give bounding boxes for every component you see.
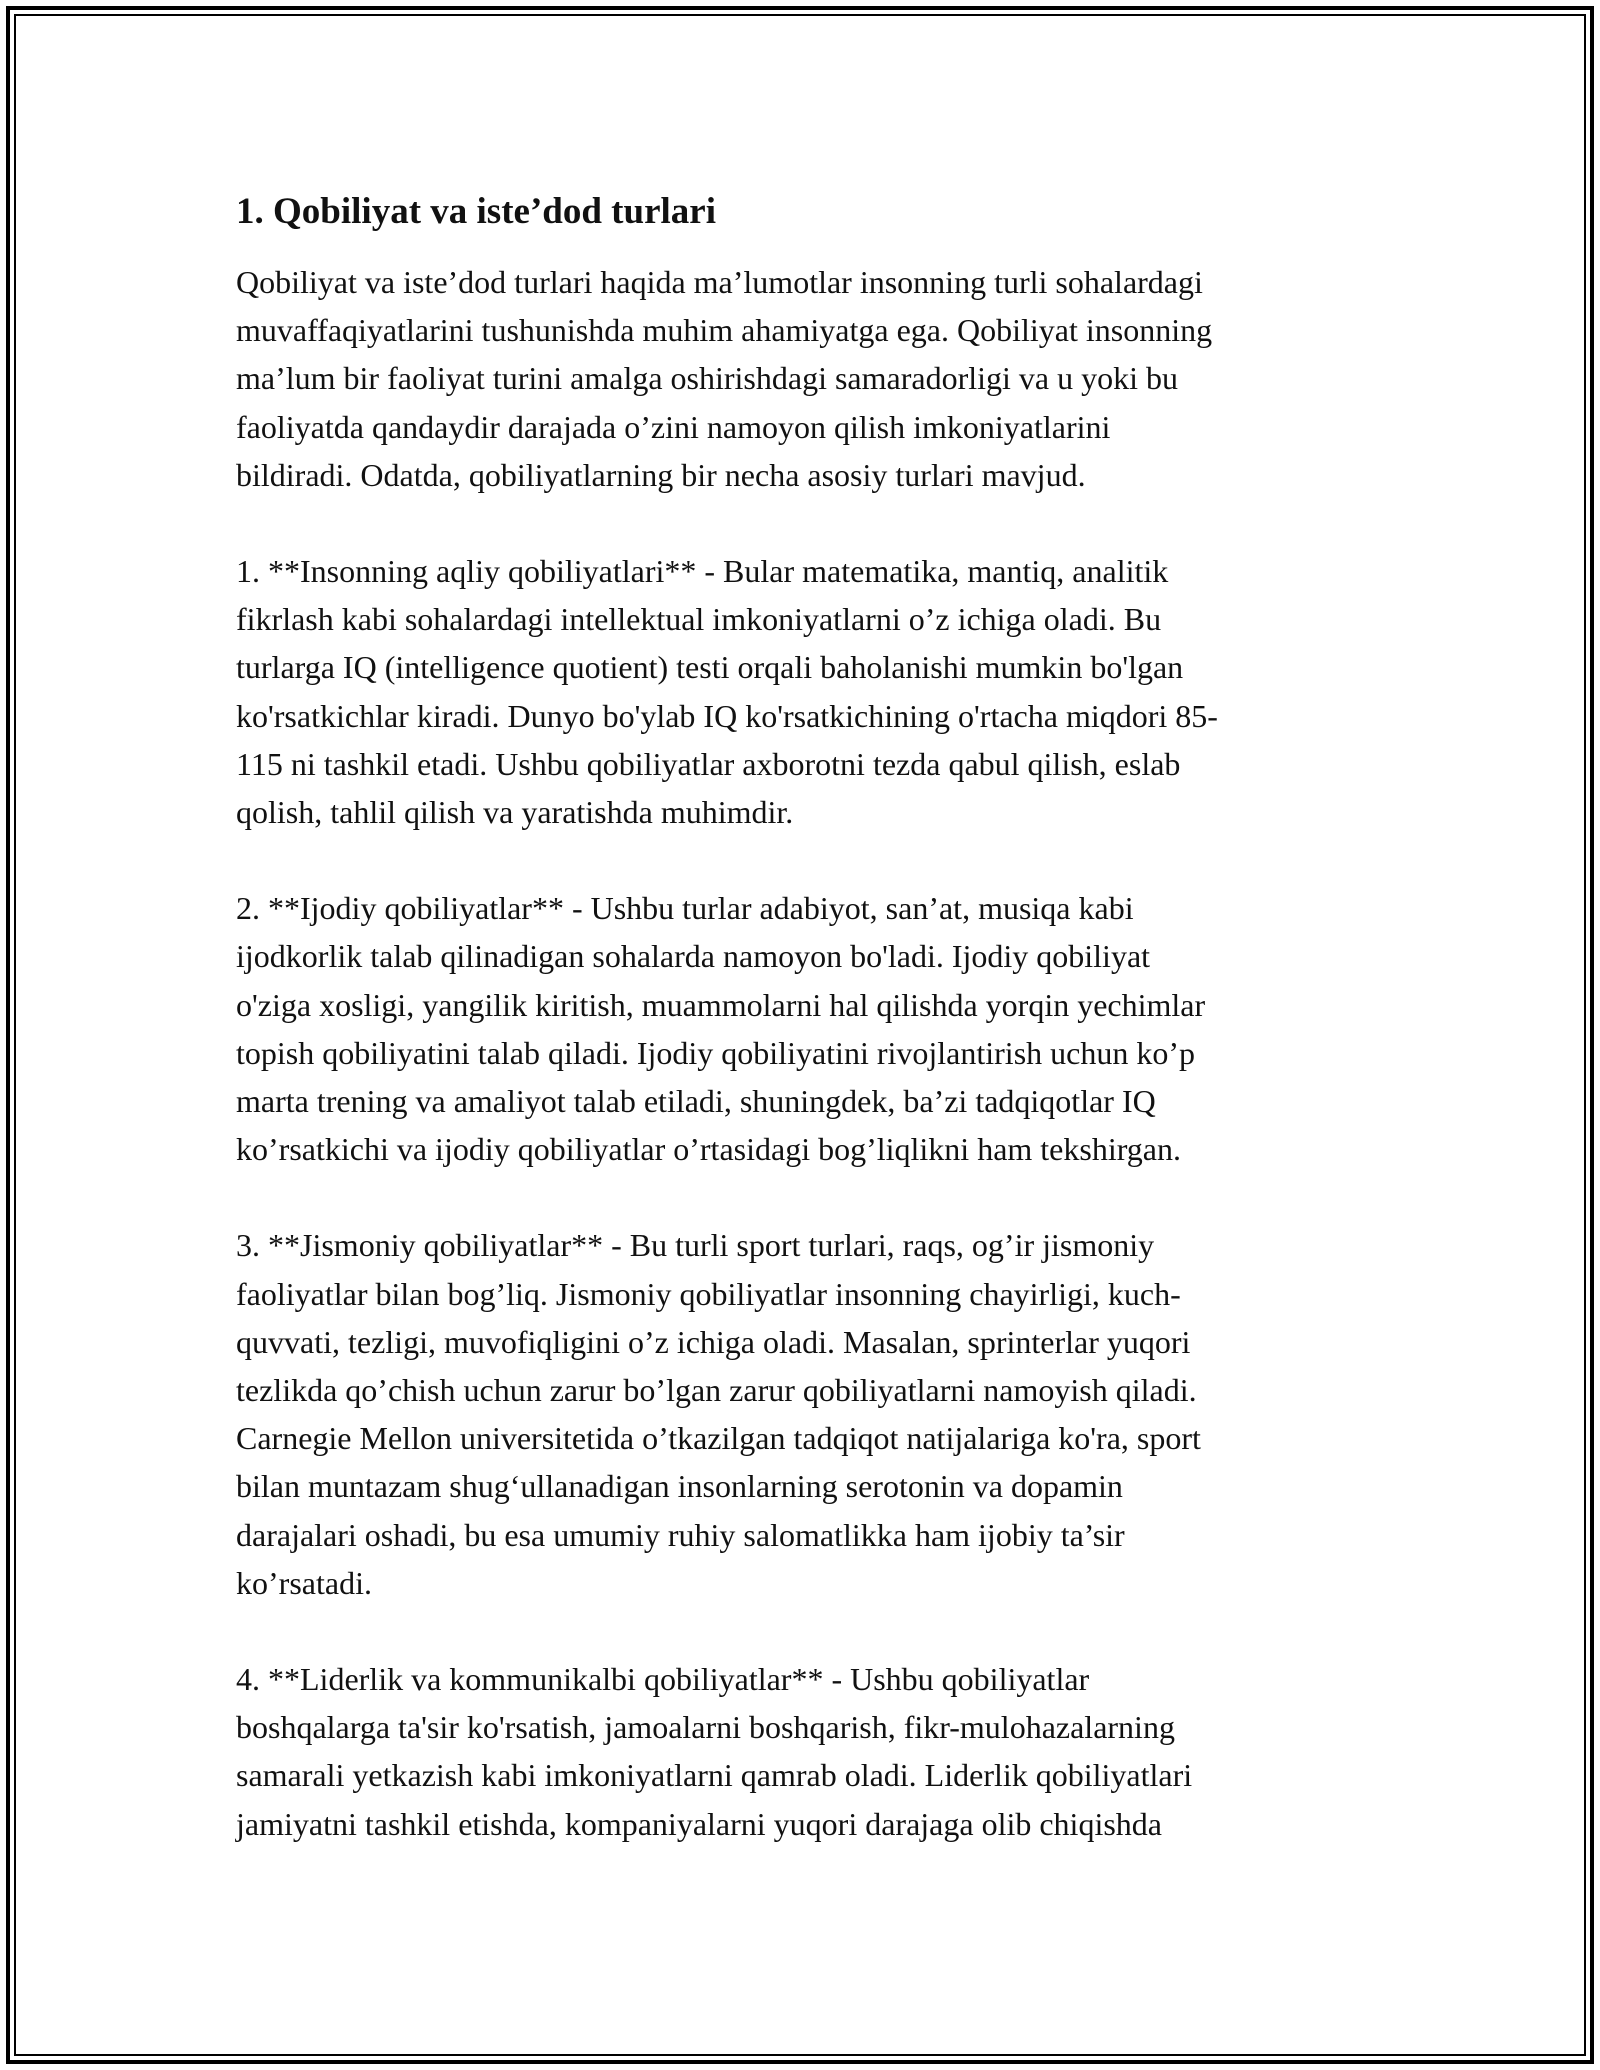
intro-paragraph: Qobiliyat va iste’dod turlari haqida ma’lumotlar insonning turli sohalardagi muvaffaqiyatlarini tushunishda muhim ahamiyatga ega. Qobiliyat insonning ma’lum bir faoliyat turini amalga oshirishdagi samaradorligi va u yoki bu faoliyatda qandaydir darajada o’zini namoyon qilish imkoniyatlarini bildiradi. Odatda, qobiliyatlarning bir necha asosiy turlari mavjud. — [236, 264, 1213, 493]
paragraph-physical-abilities: 3. **Jismoniy qobiliyatlar** - Bu turli sport turlari, raqs, og’ir jismoniy faoliyatlar bilan bog’liq. Jismoniy qobiliyatlar insonning chayirligi, kuch- quvvati, tezligi, muvofiqligini o’z ichiga oladi. Masalan, sprinterlar yuqori tezlikda qo’chish uchun zarur bo’lgan zarur qobiliyatlarni namoyish qiladi. Carnegie Mellon universitetida o’tkazilgan tadqiqot natijalariga ko'ra, sport bilan muntazam shug‘ullanadigan insonlarning serotonin va dopamin darajalari oshadi, bu esa umumiy ruhiy salomatlikka ham ijobiy ta’sir ko’rsatadi. — [236, 1227, 1201, 1601]
paragraph-mental-abilities: 1. **Insonning aqliy qobiliyatlari** - Bular matematika, mantiq, analitik fikrlash kabi sohalardagi intellektual imkoniyatlarni o’z ichiga oladi. Bu turlarga IQ (intelligence quotient) testi orqali baholanishi mumkin bo'lgan ko'rsatkichlar kiradi. Dunyo bo'ylab IQ ko'rsatkichining o'rtacha miqdori 85- 115 ni tashkil etadi. Ushbu qobiliyatlar axborotni tezda qabul qilish, eslab qolish, tahlil qilish va yaratishda muhimdir. — [236, 553, 1218, 831]
document-body — [236, 188, 1376, 1896]
section-heading: 1. Qobiliyat va iste’dod turlari — [236, 191, 716, 232]
paragraph-leadership-abilities: 4. **Liderlik va kommunikalbi qobiliyatlar** - Ushbu qobiliyatlar boshqalarga ta'sir ko'rsatish, jamoalarni boshqarish, fikr-mulohazalarning samarali yetkazish kabi imkoniyatlarni qamrab oladi. Liderlik qobiliyatlari jamiyatni tashkil etishda, kompaniyalarni yuqori darajaga olib chiqishda — [236, 1661, 1193, 1842]
paragraph-creative-abilities: 2. **Ijodiy qobiliyatlar** - Ushbu turlar adabiyot, san’at, musiqa kabi ijodkorlik talab qilinadigan sohalarda namoyon bo'ladi. Ijodiy qobiliyat o'ziga xosligi, yangilik kiritish, muammolarni hal qilishda yorqin yechimlar topish qobiliyatini talab qiladi. Ijodiy qobiliyatini rivojlantirish uchun ko’p marta trening va amaliyot talab etiladi, shuningdek, ba’zi tadqiqotlar IQ ko’rsatkichi va ijodiy qobiliyatlar o’rtasidagi bog’liqlikni ham tekshirgan. — [236, 890, 1206, 1168]
